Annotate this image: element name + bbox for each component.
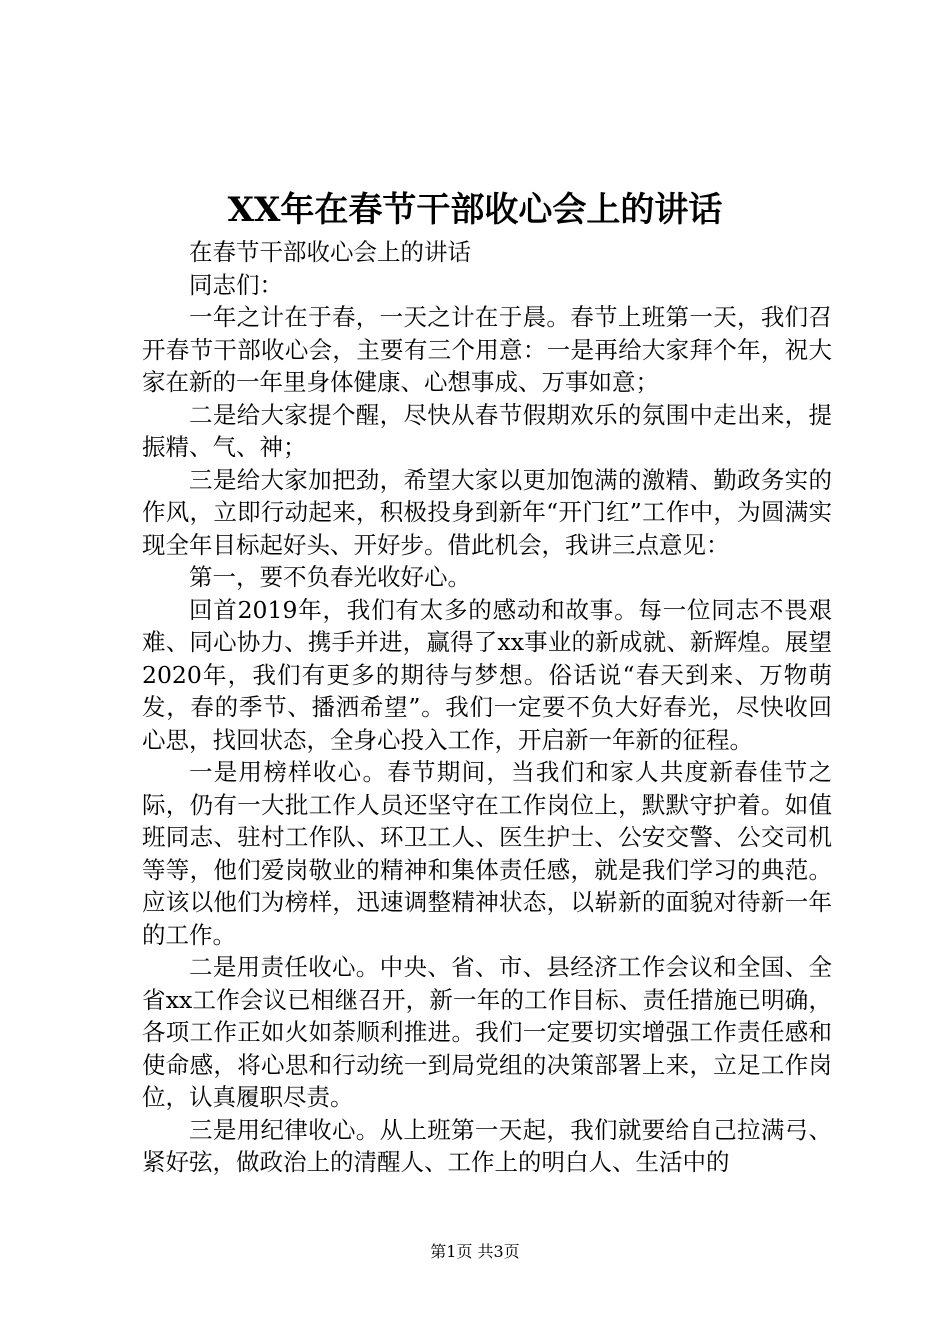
paragraph: 一是用榜样收心。春节期间，当我们和家人共度新春佳节之际，仍有一大批工作人员还坚守在工作岗位上，默默守护着。如值班同志、驻村工作队、环卫工人、医生护士、公安交警、公交司机等等，他们爱岗敬业的精神和集体责任感，就是我们学习的典范。应该以他们为榜样，迅速调整精神状态，以崭新的面貌对待新一年的工作。 [142,758,832,949]
document-title: XX年在春节干部收心会上的讲话 [227,190,723,230]
paragraph: 回首2019年，我们有太多的感动和故事。每一位同志不畏艰难、同心协力、携手并进，赢得了xx事业的新成就、新辉煌。展望2020年，我们有更多的期待与梦想。俗话说“春天到来、万物萌发，春的季节、播洒希望”。我们一定要不负大好春光，尽快收回心思，找回状态，全身心投入工作，开启新一年新的征程。 [142,595,832,754]
paragraph: 一年之计在于春，一天之计在于晨。春节上班第一天，我们召开春节干部收心会，主要有三个用意：一是再给大家拜个年，祝大家在新的一年里身体健康、心想事成、万事如意； [142,303,832,396]
paragraph: 三是给大家加把劲，希望大家以更加饱满的激精、勤政务实的作风，立即行动起来，积极投身到新年“开门红”工作中，为圆满实现全年目标起好头、开好步。借此机会，我讲三点意见： [142,465,832,559]
salutation: 同志们： [189,270,283,299]
section-heading: 第一，要不负春光收好心。 [189,563,471,591]
page-number-footer: 第1页 共3页 [430,1242,520,1261]
paragraph: 二是给大家提个醒，尽快从春节假期欢乐的氛围中走出来，提振精、气、神； [142,400,832,461]
document-body [142,236,832,1179]
paragraph: 三是用纪律收心。从上班第一天起，我们就要给自己拉满弓、紧好弦，做政治上的清醒人、工作上的明白人、生活中的 [142,1115,832,1176]
subtitle-line: 在春节干部收心会上的讲话 [189,238,471,266]
paragraph: 二是用责任收心。中央、省、市、县经济工作会议和全国、全省xx工作会议已相继召开，新一年的工作目标、责任措施已明确，各项工作正如火如荼顺利推进。我们一定要切实增强工作责任感和使命感，将心思和行动统一到局党组的决策部署上来，立足工作岗位，认真履职尽责。 [142,953,832,1111]
